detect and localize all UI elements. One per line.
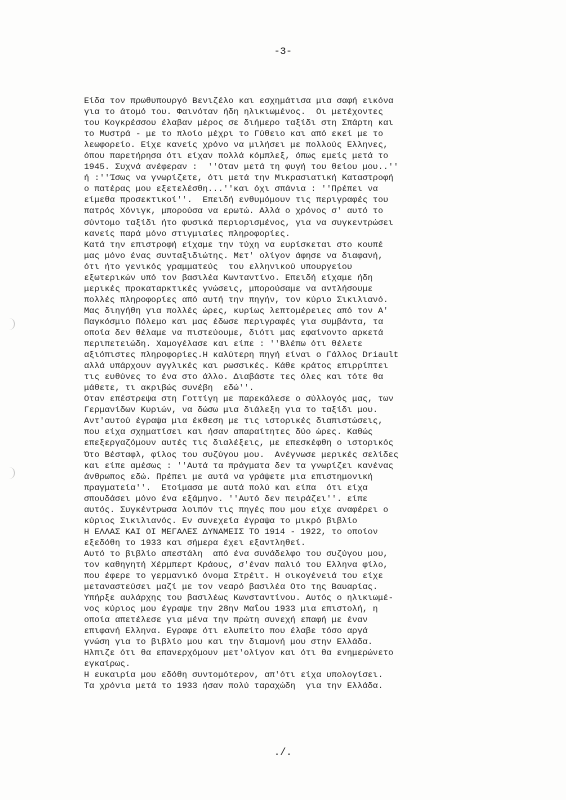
- text-line: πολλές πληροφορίες από αυτή την πηγήν, τον κύριο Σικιλιανό.: [84, 294, 389, 305]
- punch-hole-mark: [0, 467, 15, 479]
- text-line: Ηλπιζε ότι θα επανερχόμουν μετ'ολίγον και ότι θα ενημερώνετο: [84, 648, 394, 659]
- text-line: λεωφορείο. Είχε κανείς χρόνο να μιλήσει με πολλούς Ελληνες,: [84, 140, 389, 151]
- text-line: Υπήρξε αυλάρχης του βασιλέως Κωνσταντίνου. Αυτός ο ηλικιωμέ-: [84, 593, 394, 604]
- text-line: μάθετε, τι ακριβώς συνέβη εδώ''.: [84, 383, 255, 394]
- text-line: επεξεργαζόμουν αυτές τις διαλέξεις, με επεσκέφθη ο ιστορικός: [84, 438, 394, 449]
- text-line: μερικές προκαταρκτικές γνώσεις, μπορούσαμε να αντλήσουμε: [84, 283, 373, 294]
- text-line: που είχα σχηματίσει και ήσαν απαραίτητες δύο ώρες. Καθώς: [84, 427, 373, 438]
- text-line: Τα χρόνια μετά το 1933 ήσαν πολύ ταραχώδη για την Ελλάδα.: [84, 681, 384, 692]
- text-line: αξιόπιστες πληροφορίες.Η καλύτερη πηγή είναι ο Γάλλος Driault: [84, 350, 399, 361]
- text-line: πραγματεία''. Ετοίμασα με αυτά πολύ και είπα ότι είχα: [84, 482, 368, 493]
- text-line: κύριος Σικιλιανός. Εν συνεχεία έγραψα το μικρό βιβλίο: [84, 515, 358, 526]
- text-line: μας μόνο ένας συνταξιδιώτης. Μετ' ολίγον άφησε να διαφανή,: [84, 250, 384, 261]
- text-line: αυτός. Συγκέντρωσα λοιπόν τις πηγές που μου είχε αναφέρει ο: [84, 504, 389, 515]
- text-line: είμεθα προσεκτικοί''. Επειδή ενθυμόμουν τις περιγραφές του: [84, 195, 389, 206]
- text-line: που έφερε το γερμανικό όνομα Στρέιτ. Η οικογένειά του είχε: [84, 571, 384, 582]
- text-line: 1945. Συχνά ανέφεραν : ''Οταν μετά τη φυγή του θείου μου..'': [84, 162, 399, 173]
- body-text: [84, 96, 484, 693]
- text-line: Οταν επέστρεψα στη Γοττίγη με παρεκάλεσε ο σύλλογός μας, των: [84, 394, 394, 405]
- text-line: κανείς παρά μόνο στιγμιαίες πληροφορίες.: [84, 228, 291, 239]
- text-line: περιπετειώδη. Χαμογέλασε και είπε : ''Βλέπω ότι θέλετε: [84, 339, 363, 350]
- text-line: εξωτερικών υπό τον βασιλέα Κωνταντίνο. Επειδή είχαμε ήδη: [84, 272, 373, 283]
- text-line: ο πατέρας μου εξετελέσθη...''και όχι σπάνια : ''Πρέπει να: [84, 184, 378, 195]
- text-line: Η ευκαιρία μου εδόθη συντομότερον, απ'ότι είχα υπολογίσει.: [84, 670, 384, 681]
- text-line: επιφανή Ελληνα. Εγραφε ότι ελυπείτο που έλαβε τόσο αργά: [84, 626, 368, 637]
- text-line: Μας διηγήθη για πολλές ώρες, κυρίως λεπτομέρειες από τον Α': [84, 305, 389, 316]
- text-line: όπου παρετήρησα ότι είχαν πολλά κόμπλεξ, όπως εμείς μετά το: [84, 151, 389, 162]
- text-line: οποία απετέλεσε για μένα την πρώτη συνεχή επαφή με έναν: [84, 615, 368, 626]
- text-line: Ότο Βέσταφλ, φίλος του συζύγου μου. Ανέγνωσε μερικές σελίδες: [84, 449, 399, 460]
- continuation-mark: ./.: [273, 748, 292, 759]
- text-line: άνθρωπος εδώ. Πρέπει με αυτά να γράψετε μια επιστημονική: [84, 471, 373, 482]
- text-line: Γερμανίδων Κυριών, να δώσω μια διάλεξη για το ταξίδι μου.: [84, 405, 378, 416]
- text-line: οποία δεν θέλαμε να πιστεύουμε, διότι μας εφαίνοντο αρκετά: [84, 327, 384, 338]
- text-line: τις ευθύνες το ένα στο άλλο. Διαβάστε τες όλες και τότε θα: [84, 372, 384, 383]
- text-line: Αντ'αυτού έγραψα μια έκθεση με τις ιστορικές διαπιστώσεις,: [84, 416, 384, 427]
- text-line: εγκαίρως.: [84, 659, 131, 670]
- text-line: για το άτομό του. Φαινόταν ήδη ηλικιωμένος. Οι μετέχοντες: [84, 107, 384, 118]
- punch-hole-mark: [0, 318, 15, 330]
- text-line: σύντομο ταξίδι ήτο φυσικά περιορισμένος, για να συγκεντρώσει: [84, 217, 394, 228]
- text-line: αλλά υπάρχουν αγγλικές και ρωσσικές. Κάθε κράτος επιρρίπτει: [84, 361, 389, 372]
- page-number: -3-: [273, 47, 292, 58]
- text-line: μεταναστεύσει μαζί με τον νεαρό βασιλέα Οτο της Βαυαρίας.: [84, 582, 378, 593]
- text-line: τον καθηγητή Χέρμπερτ Κράους, σ'έναν παλιό του Ελληνα φίλο,: [84, 559, 389, 570]
- text-line: και είπε αμέσως : ''Αυτά τα πράγματα δεν τα γνωρίζει κανένας: [84, 460, 394, 471]
- text-line: Η ΕΛΛΑΣ ΚΑΙ ΟΙ ΜΕΓΑΛΕΣ ΔΥΝΑΜΕΙΣ ΤΟ 1914 - 1922, το οποίον: [84, 526, 378, 537]
- text-line: το Μυστρά - με το πλοίο μέχρι το Γύθειο και από εκεί με το: [84, 129, 384, 140]
- text-line: γνώση για το βιβλίο μου και την διαμονή μου στην Ελλάδα.: [84, 637, 373, 648]
- text-line: Παγκόσμιο Πόλεμο και μας έδωσε περιγραφές για συμβάντα, τα: [84, 316, 384, 327]
- text-line: σπουδάσει μόνο ένα εξάμηνο. ''Αυτό δεν πειράζει''. είπε: [84, 493, 368, 504]
- text-line: του Κογκρέσσου έλαβαν μέρος σε διήμερο ταξίδι στη Σπάρτη και: [84, 118, 394, 129]
- text-line: πατρός Χόνιγκ, μπορούσα να ερωτώ. Αλλά ο χρόνος σ' αυτό το: [84, 206, 384, 217]
- text-line: νος κύριος μου έγραψε την 28ην Μαΐου 1933 μια επιστολή, η: [84, 604, 378, 615]
- text-line: ότι ήτο γενικός γραμματεύς του ελληνικού υπουργείου: [84, 261, 353, 272]
- text-line: Αυτό το βιβλίο απεστάλη από ένα συνάδελφο του συζύγου μου,: [84, 548, 389, 559]
- text-line: Κατά την επιστροφή είχαμε την τύχη να ευρίσκεται στο κουπέ: [84, 239, 384, 250]
- text-line: ή :''Ίσως να γνωρίζετε, ότι μετά την Μικρασιατική Καταστροφή: [84, 173, 394, 184]
- text-line: εξεδόθη το 1933 και σήμερα έχει εξαντληθεί.: [84, 537, 306, 548]
- text-line: Είδα τον πρωθυπουργό Βενιζέλο και εσχημάτισα μια σαφή εικόνα: [84, 96, 394, 106]
